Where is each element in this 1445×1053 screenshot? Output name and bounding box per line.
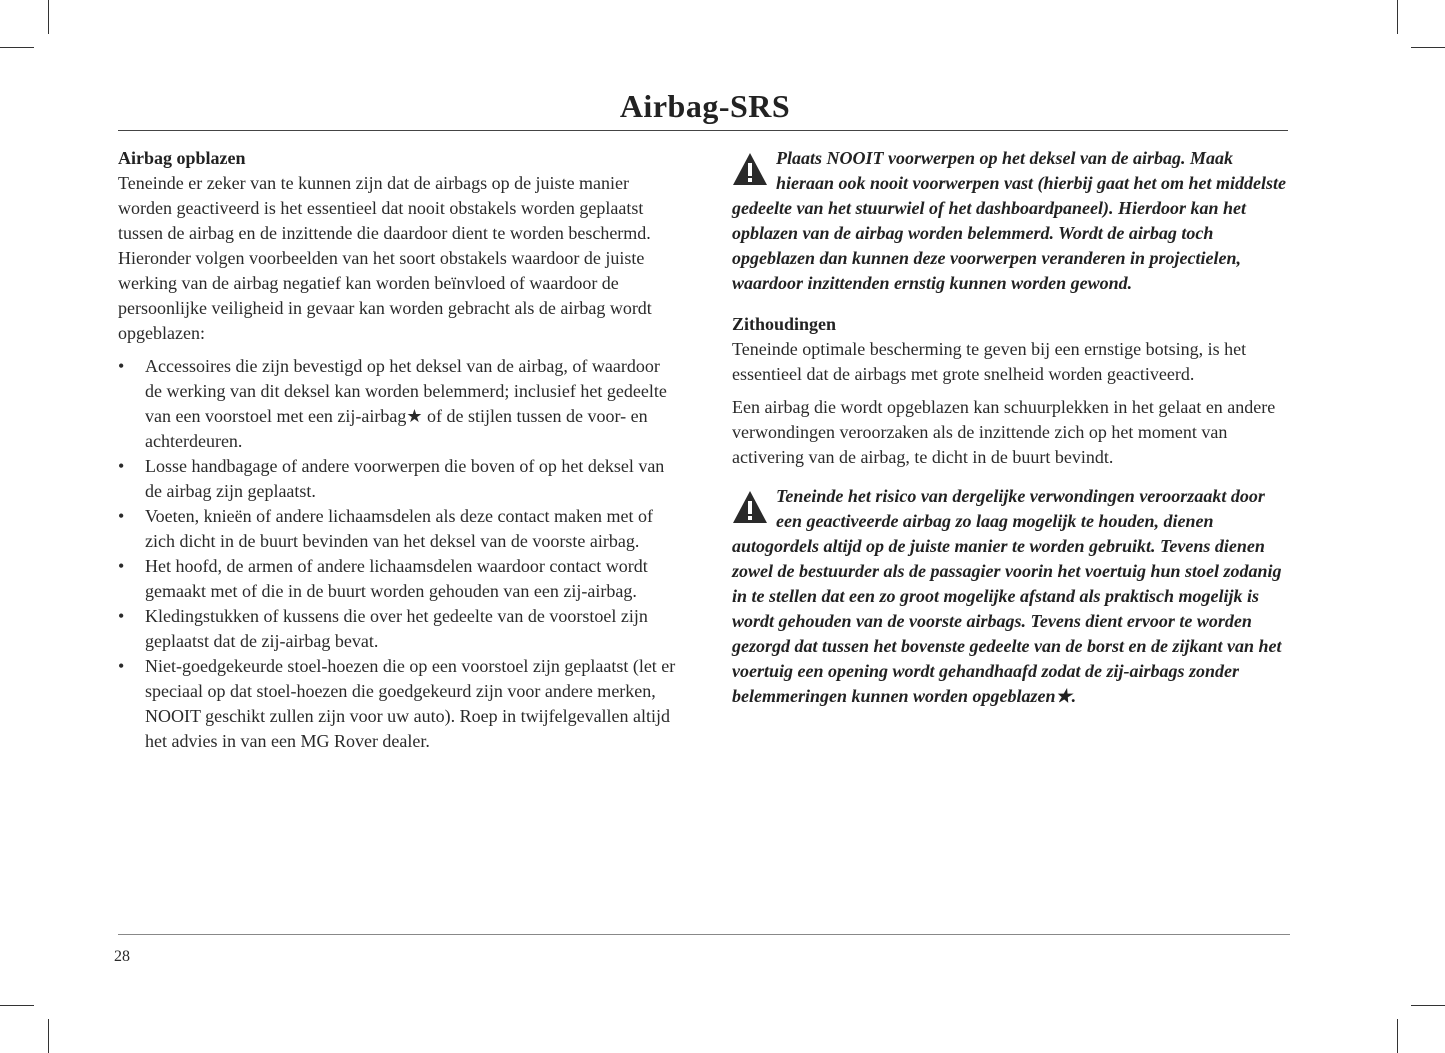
list-item xyxy=(118,504,678,554)
intro-paragraph: Teneinde er zeker van te kunnen zijn dat de airbags op de juiste manier worden geactiveerd is het essentieel dat nooit obstakels worden geplaatst tussen de airbag en de inzittende die daardoor dient te worden beschermd. Hieronder volgen voorbeelden van het soort obstakels waardoor de juiste werking van de airbag negatief kan worden beïnvloed of waardoor de persoonlijke veiligheid in gevaar kan worden gebracht als de airbag wordt opgeblazen: xyxy=(118,173,652,343)
page-title: Airbag-SRS xyxy=(619,88,791,124)
crop-mark xyxy=(48,1019,49,1053)
warning-block xyxy=(732,146,1292,296)
section-heading-zithoudingen: Zithoudingen xyxy=(732,314,837,334)
obstacle-list xyxy=(118,354,678,754)
crop-mark xyxy=(48,0,49,34)
list-item-text: Accessoires die zijn bevestigd op het deksel van de airbag, of waardoor de werking van dit deksel kan worden belemmerd; inclusief het gedeelte van een voorstoel met een zij-airbag★ of de stijlen tussen de voor- en achterdeuren. xyxy=(145,356,667,451)
left-column xyxy=(118,146,678,754)
crop-mark xyxy=(1397,0,1398,34)
bullet-icon: • xyxy=(118,606,125,626)
list-item-text: Kledingstukken of kussens die over het gedeelte van de voorstoel zijn geplaatst dat de zij-airbag bevat. xyxy=(145,606,648,651)
list-item-text: Voeten, knieën of andere lichaamsdelen als deze contact maken met of zich dicht in de buurt bevinden van het deksel van de voorste airbag. xyxy=(145,506,653,551)
list-item xyxy=(118,354,678,454)
right-column xyxy=(732,146,1292,725)
list-item xyxy=(118,654,678,754)
list-item-text: Losse handbagage of andere voorwerpen die boven of op het deksel van de airbag zijn geplaatst. xyxy=(145,456,665,501)
paragraph: Een airbag die wordt opgeblazen kan schuurplekken in het gelaat en andere verwondingen veroorzaken als de inzittende zich op het moment van activering van de airbag, te dicht in de buurt bevindt. xyxy=(732,397,1276,467)
crop-mark xyxy=(0,1005,34,1006)
paragraph: Teneinde optimale bescherming te geven bij een ernstige botsing, is het essentieel dat de airbags met grote snelheid worden geactiveerd. xyxy=(732,339,1247,384)
warning-text: Teneinde het risico van dergelijke verwondingen veroorzaakt door een geactiveerde airbag zo laag mogelijk te houden, dienen autogordels altijd op de juiste manier te worden gebruikt. Tevens dienen zowel de bestuurder als de passagier voorin het voertuig hun stoel zodanig in te stellen dat een zo groot mogelijke afstand als praktisch mogelijk is wordt gehouden van de voorste airbags. Tevens dient ervoor te worden gezorgd dat tussen het bovenste gedeelte van de borst en de zijkant van het voertuig een opening wordt gehandhaafd zodat de zij-airbags zonder belemmeringen kunnen worden opgeblazen★. xyxy=(732,486,1282,706)
page-number: 28 xyxy=(114,948,130,965)
bullet-icon: • xyxy=(118,356,125,376)
crop-mark xyxy=(1411,47,1445,48)
list-item-text: Niet-goedgekeurde stoel-hoezen die op een voorstoel zijn geplaatst (let er speciaal op dat stoel-hoezen die goedgekeurd zijn voor andere merken, NOOIT geschikt zullen zijn voor uw auto). Roep in twijfelgevallen altijd het advies in van een MG Rover dealer. xyxy=(145,656,676,751)
list-item xyxy=(118,554,678,604)
list-item xyxy=(118,454,678,504)
warning-triangle-icon xyxy=(732,488,768,526)
crop-mark xyxy=(1397,1019,1398,1053)
warning-triangle-icon xyxy=(732,150,768,188)
title-divider xyxy=(118,130,1288,131)
bullet-icon: • xyxy=(118,556,125,576)
warning-block xyxy=(732,484,1292,709)
list-item-text: Het hoofd, de armen of andere lichaamsdelen waardoor contact wordt gemaakt met of die in de buurt worden gehouden van een zij-airbag. xyxy=(145,556,648,601)
section-heading-airbag-opblazen: Airbag opblazen xyxy=(118,148,246,168)
footer-divider xyxy=(118,934,1290,935)
bullet-icon: • xyxy=(118,656,125,676)
warning-text: Plaats NOOIT voorwerpen op het deksel van de airbag. Maak hieraan ook nooit voorwerpen vast (hierbij gaat het om het middelste gedeelte van het stuurwiel of het dashboardpaneel). Hierdoor kan het opblazen van de airbag worden belemmerd. Wordt de airbag toch opgeblazen dan kunnen deze voorwerpen veranderen in projectielen, waardoor inzittenden ernstig kunnen worden gewond. xyxy=(732,148,1287,293)
list-item xyxy=(118,604,678,654)
bullet-icon: • xyxy=(118,506,125,526)
bullet-icon: • xyxy=(118,456,125,476)
crop-mark xyxy=(1411,1005,1445,1006)
crop-mark xyxy=(0,47,34,48)
